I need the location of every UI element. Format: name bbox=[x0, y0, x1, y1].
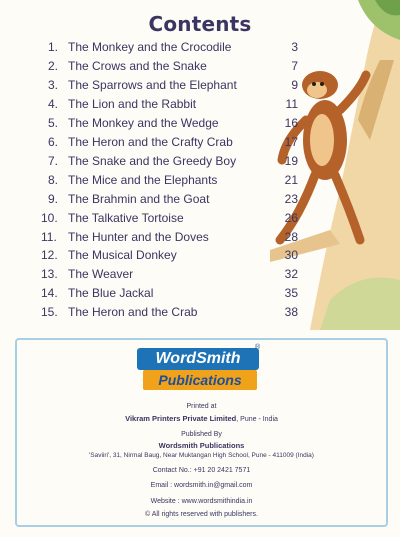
toc-number: 7. bbox=[48, 153, 59, 168]
toc-page-number: 19 bbox=[284, 153, 298, 168]
toc-number: 8. bbox=[48, 172, 59, 187]
page-title: Contents bbox=[148, 12, 252, 36]
imprint-box bbox=[15, 338, 388, 527]
contact-number: Contact No.: +91 20 2421 7571 bbox=[152, 467, 251, 474]
toc-title: The Blue Jackal bbox=[68, 286, 154, 301]
toc-title: The Hunter and the Doves bbox=[68, 229, 209, 244]
toc-title: The Brahmin and the Goat bbox=[68, 191, 210, 206]
toc-row bbox=[0, 116, 400, 134]
printer-place: , Pune - India bbox=[236, 416, 278, 423]
toc-title: The Heron and the Crafty Crab bbox=[68, 134, 233, 149]
toc-number: 14. bbox=[41, 286, 58, 301]
printed-at-label: Printed at bbox=[186, 403, 217, 410]
toc-number: 12. bbox=[41, 248, 58, 263]
toc-page-number: 30 bbox=[284, 248, 298, 263]
toc-page-number: 21 bbox=[284, 172, 298, 187]
toc-title: The Snake and the Greedy Boy bbox=[68, 153, 237, 168]
toc-page-number: 38 bbox=[284, 305, 298, 320]
toc-row bbox=[0, 154, 400, 172]
publisher-logo bbox=[137, 348, 259, 394]
copyright-text: All rights reserved with publishers. bbox=[151, 511, 258, 518]
toc-row bbox=[0, 230, 400, 248]
toc-row bbox=[0, 78, 400, 96]
toc-page-number: 23 bbox=[284, 191, 298, 206]
toc-page-number: 26 bbox=[284, 210, 298, 225]
toc-number: 3. bbox=[48, 77, 59, 92]
toc-row bbox=[0, 248, 400, 266]
toc-number: 11. bbox=[41, 229, 57, 244]
toc-row bbox=[0, 211, 400, 229]
toc-row bbox=[0, 286, 400, 304]
toc-number: 5. bbox=[48, 115, 59, 130]
toc-number: 4. bbox=[48, 96, 59, 111]
toc-row bbox=[0, 305, 400, 323]
toc-title: The Heron and the Crab bbox=[68, 305, 198, 320]
toc-page-number: 7 bbox=[291, 58, 298, 73]
toc-title: The Musical Donkey bbox=[68, 248, 177, 263]
publisher-name: Wordsmith Publications bbox=[158, 441, 245, 450]
toc-number: 9. bbox=[48, 191, 59, 206]
printer-name: Vikram Printers Private Limited bbox=[125, 414, 237, 423]
toc-page-number: 3 bbox=[291, 40, 298, 54]
toc-page-number: 32 bbox=[284, 267, 298, 282]
logo-wordsmith-text: WordSmith bbox=[137, 348, 259, 370]
toc-number: 13. bbox=[41, 267, 58, 282]
toc-row bbox=[0, 267, 400, 285]
toc-row bbox=[0, 59, 400, 77]
toc-number: 1. bbox=[48, 40, 59, 54]
toc-row bbox=[0, 173, 400, 191]
email-line: Email : wordsmith.in@gmail.com bbox=[150, 482, 253, 489]
copyright-icon: © bbox=[145, 511, 151, 518]
toc-title: The Mice and the Elephants bbox=[68, 172, 218, 187]
copyright-line bbox=[17, 511, 386, 518]
publisher-address: 'Saviiri', 31, Nirmal Baug, Near Muktangan High School, Pune - 411009 (India) bbox=[89, 452, 314, 459]
toc-title: The Talkative Tortoise bbox=[68, 210, 184, 225]
registered-mark: ® bbox=[255, 344, 261, 351]
toc-title: The Lion and the Rabbit bbox=[68, 96, 197, 111]
toc-page-number: 9 bbox=[291, 77, 298, 92]
logo-publications-text: Publications bbox=[143, 370, 257, 390]
toc-number: 6. bbox=[48, 134, 59, 149]
website-line: Website : www.wordsmithindia.in bbox=[150, 498, 253, 505]
toc-page-number: 17 bbox=[284, 134, 298, 149]
toc-number: 2. bbox=[48, 58, 59, 73]
toc-row bbox=[0, 97, 400, 115]
toc-title: The Crows and the Snake bbox=[68, 58, 207, 73]
toc-number: 15. bbox=[41, 305, 58, 320]
printer-line bbox=[17, 414, 386, 423]
toc-page-number: 11 bbox=[285, 96, 298, 111]
toc-title: The Sparrows and the Elephant bbox=[68, 77, 237, 92]
published-by-label: Published By bbox=[181, 431, 222, 438]
toc-title: The Monkey and the Wedge bbox=[68, 115, 219, 130]
toc-page-number: 35 bbox=[284, 286, 298, 301]
toc-row bbox=[0, 192, 400, 210]
toc-row bbox=[0, 40, 400, 58]
toc-row bbox=[0, 135, 400, 153]
toc-page-number: 16 bbox=[284, 115, 298, 130]
toc-number: 10. bbox=[41, 210, 58, 225]
toc-page-number: 28 bbox=[284, 229, 298, 244]
toc-title: The Monkey and the Crocodile bbox=[68, 40, 232, 54]
toc-title: The Weaver bbox=[68, 267, 134, 282]
